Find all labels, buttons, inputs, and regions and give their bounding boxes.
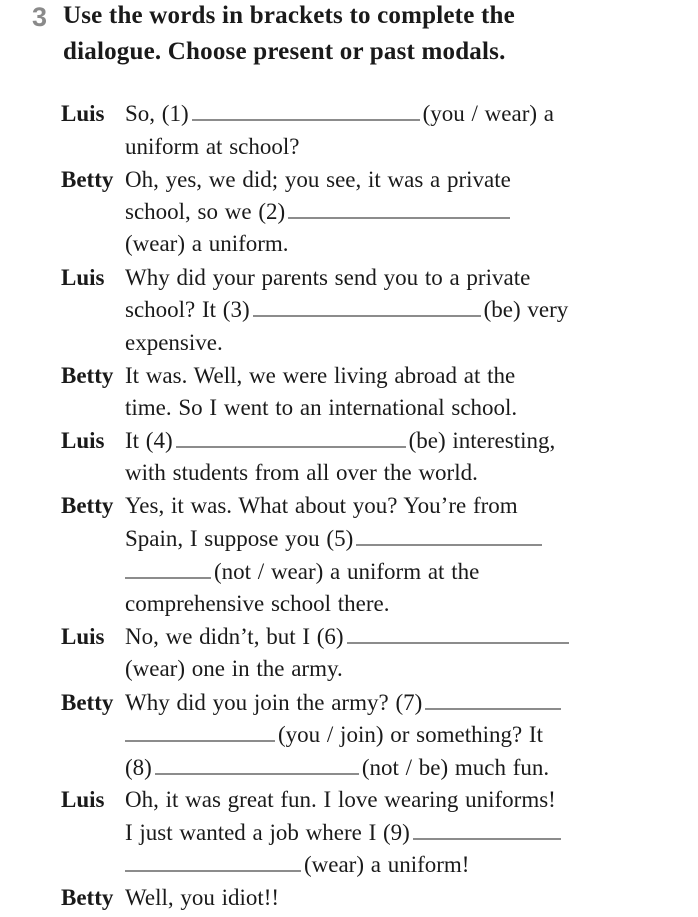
- dialogue-text: (wear) a uniform!: [304, 852, 470, 877]
- dialogue-text: (you / wear) a: [422, 101, 554, 126]
- dialogue-line: (wear) a uniform.: [125, 231, 289, 256]
- answer-blank-4[interactable]: [176, 428, 406, 448]
- answer-blank-8[interactable]: [155, 755, 359, 775]
- dialogue-line: [125, 624, 572, 650]
- speaker-luis: Luis: [61, 624, 105, 649]
- dialogue-text: Why did you join the army? (7): [125, 690, 423, 715]
- dialogue-line: Yes, it was. What about you? You’re from: [125, 493, 518, 518]
- dialogue-line: [125, 526, 545, 552]
- speaker-betty: Betty: [61, 493, 114, 518]
- dialogue-line: [125, 101, 554, 127]
- dialogue-line: Oh, yes, we did; you see, it was a private: [125, 167, 511, 192]
- speaker-betty: Betty: [61, 167, 114, 192]
- speaker-luis: Luis: [61, 101, 105, 126]
- dialogue-line: [125, 820, 564, 846]
- answer-blank-7-continued[interactable]: [125, 722, 275, 742]
- answer-blank-5-continued[interactable]: [125, 559, 211, 579]
- answer-blank-9-continued[interactable]: [125, 852, 301, 872]
- dialogue-line: [125, 199, 513, 225]
- dialogue-text: school? It (3): [125, 297, 250, 322]
- dialogue-line: [125, 690, 564, 716]
- dialogue-line: time. So I went to an international school.: [125, 395, 518, 420]
- dialogue-text: So, (1): [125, 101, 189, 126]
- speaker-betty: Betty: [61, 363, 114, 388]
- dialogue-line: uniform at school?: [125, 134, 300, 159]
- speaker-luis: Luis: [61, 265, 105, 290]
- dialogue-line: [125, 722, 543, 748]
- dialogue-line: Oh, it was great fun. I love wearing uniforms!: [125, 787, 556, 812]
- dialogue-text: (8): [125, 755, 152, 780]
- dialogue-line: (wear) one in the army.: [125, 656, 343, 681]
- dialogue-text: (not / be) much fun.: [361, 755, 550, 780]
- dialogue-text: (you / join) or something? It: [278, 722, 543, 747]
- dialogue-line: Well, you idiot!!: [125, 885, 280, 910]
- answer-blank-6[interactable]: [347, 624, 569, 644]
- answer-blank-3[interactable]: [253, 297, 481, 317]
- dialogue-line: [125, 755, 549, 781]
- answer-blank-9[interactable]: [413, 820, 561, 840]
- exercise-number: 3: [32, 2, 48, 32]
- instruction-line-2: dialogue. Choose present or past modals.: [63, 38, 506, 65]
- dialogue-text: I just wanted a job where I (9): [125, 820, 410, 845]
- dialogue-text: No, we didn’t, but I (6): [125, 624, 344, 649]
- answer-blank-2[interactable]: [288, 199, 510, 219]
- dialogue-line: It was. Well, we were living abroad at the: [125, 363, 516, 388]
- dialogue-line: with students from all over the world.: [125, 460, 478, 485]
- dialogue-text: (be) very: [483, 297, 569, 322]
- speaker-luis: Luis: [61, 428, 105, 453]
- answer-blank-5[interactable]: [356, 526, 542, 546]
- answer-blank-1[interactable]: [192, 101, 420, 121]
- dialogue-line: comprehensive school there.: [125, 591, 390, 616]
- answer-blank-7[interactable]: [425, 690, 561, 710]
- dialogue-line: [125, 297, 568, 323]
- dialogue-text: (be) interesting,: [408, 428, 556, 453]
- dialogue-line: expensive.: [125, 330, 223, 355]
- dialogue-text: It (4): [125, 428, 173, 453]
- speaker-luis: Luis: [61, 787, 105, 812]
- speaker-betty: Betty: [61, 885, 114, 910]
- dialogue-line: [125, 852, 469, 878]
- dialogue-line: [125, 559, 479, 585]
- dialogue-text: school, so we (2): [125, 199, 286, 224]
- speaker-betty: Betty: [61, 690, 114, 715]
- dialogue-line: [125, 428, 555, 454]
- dialogue-text: (not / wear) a uniform at the: [214, 559, 480, 584]
- dialogue-line: Why did your parents send you to a private: [125, 265, 531, 290]
- dialogue-text: Spain, I suppose you (5): [125, 526, 354, 551]
- instruction-line-1: Use the words in brackets to complete the: [63, 2, 515, 29]
